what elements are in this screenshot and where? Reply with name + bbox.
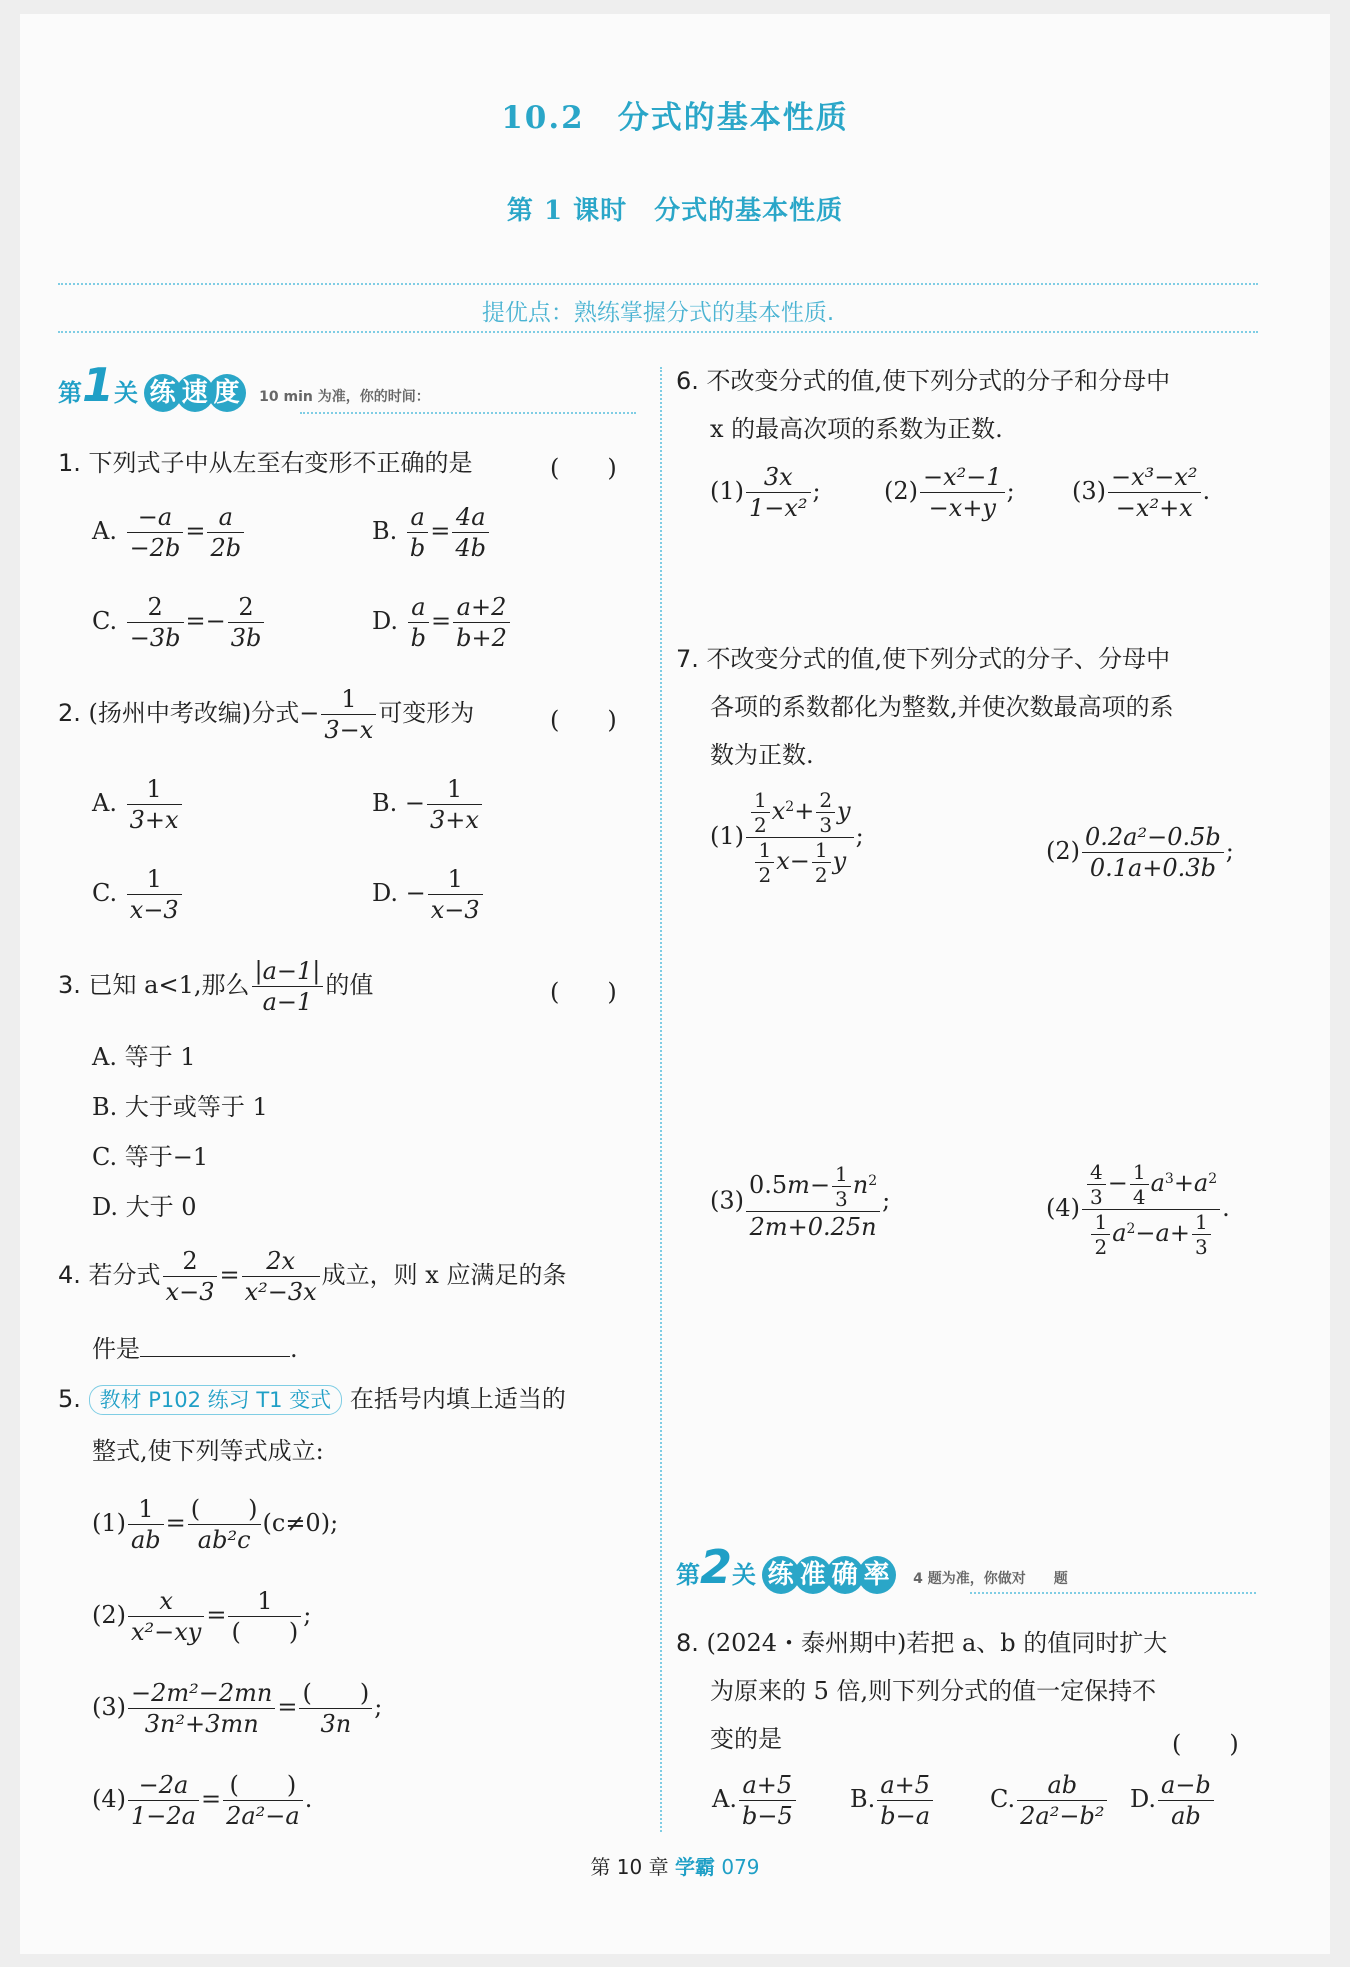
level1-badge: 速 — [176, 374, 214, 412]
question-6-stem: 6. 不改变分式的值,使下列分式的分子和分母中 — [676, 367, 1171, 395]
question-4-line2: 件是 . — [92, 1335, 298, 1363]
level1-badge: 度 — [208, 374, 246, 412]
page-footer — [0, 1851, 1350, 1880]
tip-box — [58, 283, 1258, 333]
question-text: 下列式子中从左至右变形不正确的是 — [88, 449, 473, 477]
level1-note: 10 min 为准，你的时间： — [259, 389, 430, 405]
question-number: 1. — [58, 449, 81, 477]
question-1-stem — [58, 448, 473, 478]
level1-dashline — [300, 412, 636, 414]
q1-option-c: C. $\frac{2}{-3b}$ =− $\frac{2}{3b}$ — [92, 592, 266, 653]
question-7-line3: 数为正数. — [710, 741, 814, 769]
q8-option-b: B. $\frac{a+5}{b-a}$ — [850, 1770, 935, 1831]
q6-part-1: (1) $\frac{3x}{\text{1−x²}}$ ; — [710, 463, 821, 522]
question-3-stem: 3. 已知 a<1,那么 $\frac{|a-1|}{a-1}$ 的值 — [58, 957, 374, 1016]
q7-part-3: (3) 0.5m− $\frac{1}{3}$ $n^2$ 2m+0.25n ; — [710, 1162, 891, 1241]
q3-option-d: D. 大于 0 — [92, 1193, 197, 1221]
question-6-line2: x 的最高次项的系数为正数. — [710, 415, 1003, 443]
q5-part-3: (3) $\frac{\text{−2m²−2mn}}{\text{3n²+3mn}}$ = $\frac{( )}{3n}$ ; — [92, 1679, 383, 1738]
question-7-stem: 7. 不改变分式的值,使下列分式的分子、分母中 — [676, 645, 1171, 673]
q8-option-c: C. $\frac{ab}{\text{2a²−b²}}$ — [990, 1770, 1109, 1831]
q8-option-d: D. $\frac{a-b}{ab}$ — [1130, 1770, 1216, 1831]
column-divider — [660, 367, 662, 1832]
question-4-stem: 4. 若分式 $\frac{2}{x-3}$ = $\frac{2x}{\text{x²−3x}}$ 成立，则 x 应满足的条 — [58, 1247, 567, 1306]
q6-part-2: (2) $\frac{\text{−x²−1}}{-x+y}$ ; — [884, 463, 1015, 522]
q1-option-d: D. $\frac{a}{b}$ = $\frac{a+2}{b+2}$ — [372, 592, 512, 653]
q3-option-b: B. 大于或等于 1 — [92, 1093, 268, 1121]
level1-prefix: 第 — [58, 379, 82, 407]
q7-part-2: (2) $\frac{\text{0.2a²−0.5b}}{0.1a+0.3b}$ ; — [1046, 823, 1234, 882]
q1-option-b: B. $\frac{a}{b}$ = $\frac{4a}{4b}$ — [372, 502, 491, 563]
q7-part-4: (4) $\frac{4}{3}$ − $\frac{1}{4}$ $a^3+a^2$ $\frac{1}{2}$ $a^2-a+$ $\frac{1}{3}$ . — [1046, 1160, 1230, 1259]
q8-option-a: A. $\frac{a+5}{b-5}$ — [712, 1770, 798, 1831]
answer-paren: ( ) — [550, 706, 617, 734]
q1-option-a: A. $\frac{-a}{-2b}$ = $\frac{a}{2b}$ — [92, 502, 246, 563]
tip-text: 提优点：熟练掌握分式的基本性质. — [481, 300, 835, 326]
question-5-line2: 整式,使下列等式成立: — [92, 1437, 324, 1465]
q3-option-c: C. 等于−1 — [92, 1143, 209, 1171]
footer-chapter: 第 10 章 — [590, 1855, 669, 1879]
question-2-stem: 2. (扬州中考改编)分式− $\frac{1}{3-x}$ 可变形为 — [58, 685, 475, 744]
lesson-subtitle: 第 1 课时 分式的基本性质 — [506, 196, 844, 226]
question-8-line2: 为原来的 5 倍,则下列分式的值一定保持不 — [710, 1677, 1157, 1705]
question-5-stem: 5. 教材 P102 练习 T1 变式 在括号内填上适当的 — [58, 1385, 566, 1413]
q2-option-d: D. − $\frac{1}{x-3}$ — [372, 864, 485, 925]
q2-option-a: A. $\frac{1}{3+x}$ — [92, 774, 184, 835]
level1-suffix: 关 — [114, 379, 139, 407]
q2-option-b: B. − $\frac{1}{3+x}$ — [372, 774, 484, 835]
q2-option-c: C. $\frac{1}{x-3}$ — [92, 864, 184, 925]
q5-part-1: (1) $\frac{1}{ab}$ = $\frac{( )}{\text{ab²c}}$ (c≠0); — [92, 1495, 339, 1554]
q5-part-4: (4) $\frac{-2a}{1-2a}$ = $\frac{( )}{\text{2a²−a}}$ . — [92, 1771, 313, 1830]
level2-header: 第2关 练 准 确 率 4 题为准，你做对 题 — [676, 1540, 1068, 1594]
level1-badge: 练 — [144, 374, 182, 412]
level1-number: 1 — [82, 358, 115, 412]
answer-paren: ( ) — [1172, 1730, 1239, 1758]
q6-part-3: (3) $\frac{\text{−x³−x²}}{\text{−x²+x}}$ . — [1072, 463, 1211, 522]
q7-part-1: (1) $\frac{1}{2}$ $x^2+$ $\frac{2}{3}$ y $\frac{1}{2}$ x− $\frac{1}{2}$ y ; — [710, 788, 864, 887]
section-title: 10.2 分式的基本性质 — [501, 100, 849, 136]
question-8-line3: 变的是 — [710, 1725, 782, 1753]
level2-dashline — [970, 1592, 1256, 1594]
question-8-stem: 8. (2024・泰州期中)若把 a、b 的值同时扩大 — [676, 1629, 1168, 1657]
answer-paren: ( ) — [550, 454, 617, 482]
page-number: 079 — [721, 1855, 760, 1879]
textbook-tag: 教材 P102 练习 T1 变式 — [89, 1385, 343, 1415]
answer-paren: ( ) — [550, 978, 617, 1006]
level1-header — [58, 358, 430, 412]
question-7-line2: 各项的系数都化为整数,并使次数最高项的系 — [710, 693, 1174, 721]
q5-part-2: (2) $\frac{x}{\text{x²−xy}}$ = $\frac{1}{( )}$ ; — [92, 1587, 312, 1646]
q3-option-a: A. 等于 1 — [92, 1043, 196, 1071]
answer-blank[interactable] — [140, 1334, 290, 1357]
footer-brand: 学霸 — [674, 1855, 715, 1879]
